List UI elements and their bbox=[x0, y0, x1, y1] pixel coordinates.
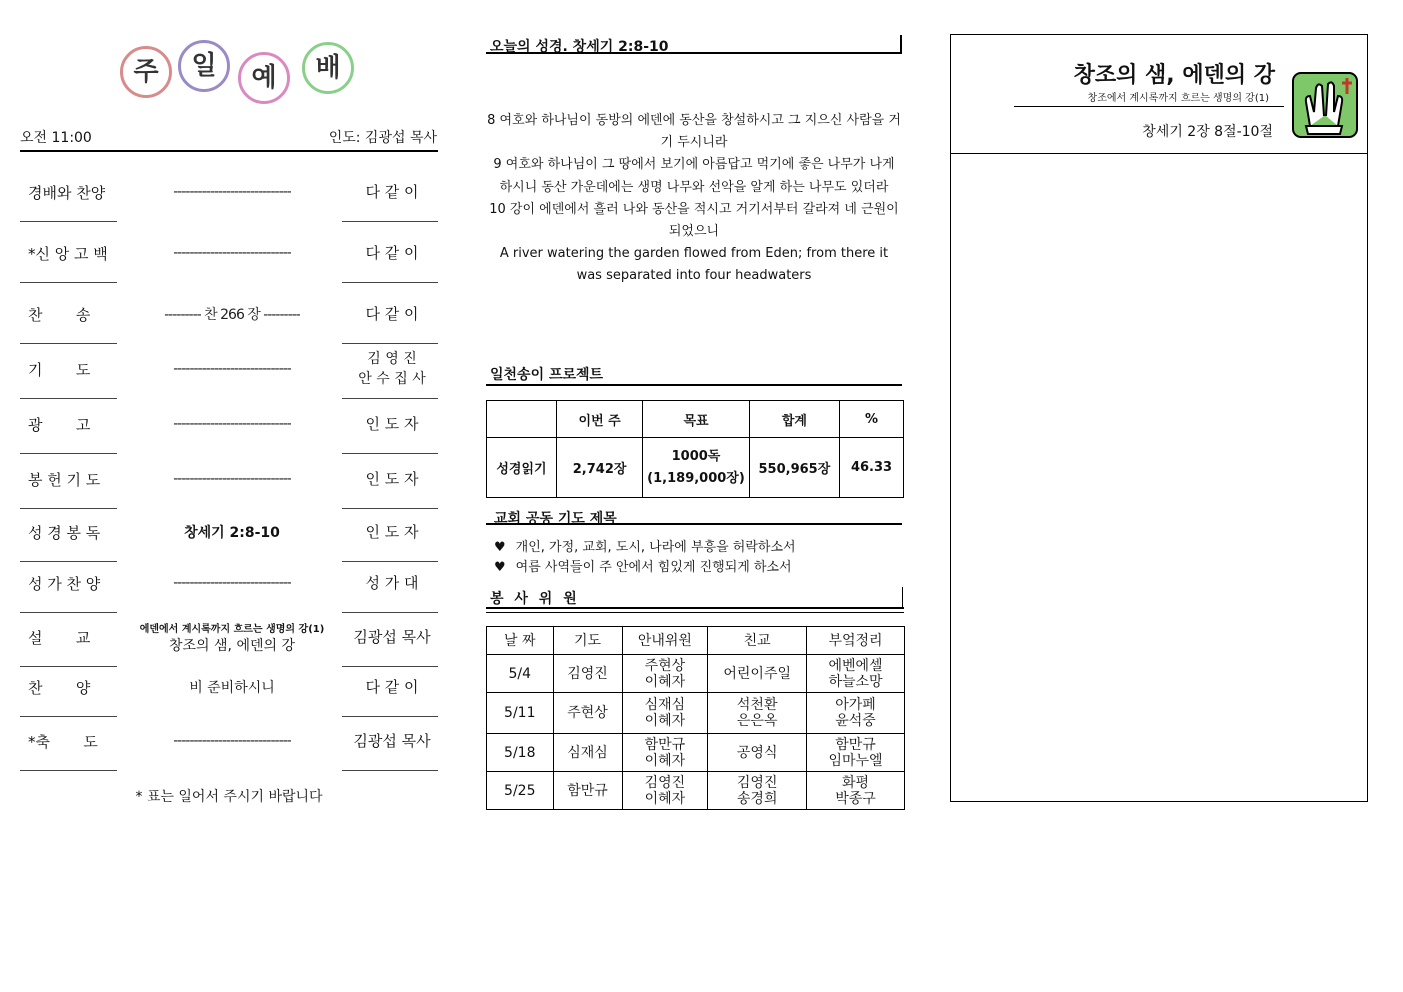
volunteers-row bbox=[487, 734, 905, 772]
order-row bbox=[20, 170, 438, 214]
sermon-series-label: 에덴에서 계시록까지 흐르는 생명의 강(1) bbox=[139, 623, 325, 635]
row-underline bbox=[342, 343, 438, 344]
stand-note: * 표는 일어서 주시기 바랍니다 bbox=[135, 789, 323, 805]
sermon-title-label: 창조의 샘, 에덴의 강 bbox=[169, 637, 295, 654]
project-goal bbox=[643, 438, 750, 498]
order-responsible: 인 도 자 bbox=[365, 415, 419, 433]
volunteers-cell: 주현상 bbox=[553, 693, 622, 734]
order-row bbox=[20, 615, 438, 659]
verse-9: 9 여호와 하나님이 그 땅에서 보기에 아름답고 먹기에 좋은 나무가 나게 하시니 동산 가운데에는 생명 나무와 선악을 알게 하는 나무도 있더라 bbox=[493, 157, 895, 195]
row-underline bbox=[20, 770, 117, 771]
volunteers-cell: 김영진 송경희 bbox=[708, 772, 807, 810]
project-row-label: 성경읽기 bbox=[487, 438, 557, 498]
project-col-blank bbox=[487, 401, 557, 438]
volunteers-row bbox=[487, 655, 905, 693]
order-item: ----------------------------- bbox=[173, 575, 291, 591]
order-responsible: 다 같 이 bbox=[365, 183, 419, 201]
volunteers-cell: 에벤에셀 하늘소망 bbox=[807, 655, 905, 693]
order-row bbox=[20, 665, 438, 709]
volunteers-cell: 아가페 윤석중 bbox=[807, 693, 905, 734]
prayer-item: ♥ 개인, 가정, 교회, 도시, 나라에 부흥을 허락하소서 bbox=[494, 540, 796, 555]
header-divider bbox=[20, 150, 438, 152]
project-goal-line2: (1,189,000장) bbox=[647, 470, 745, 486]
order-item: ----------------------------- bbox=[173, 361, 291, 377]
order-row bbox=[20, 561, 438, 605]
volunteers-cell: 5/4 bbox=[487, 655, 554, 693]
order-item: 창세기 2:8-10 bbox=[184, 525, 280, 541]
sermon-title: 창조의 샘, 에덴의 강 bbox=[1073, 63, 1275, 88]
project-col-goal: 목표 bbox=[643, 401, 750, 438]
sermon-header-divider bbox=[950, 153, 1368, 154]
volunteers-cell: 함만규 임마누엘 bbox=[807, 734, 905, 772]
title-char: 배 bbox=[302, 42, 354, 94]
order-item bbox=[120, 615, 344, 659]
row-underline bbox=[20, 221, 117, 222]
project-total: 550,965장 bbox=[749, 438, 839, 498]
project-table bbox=[486, 400, 904, 498]
volunteers-cell: 함만규 bbox=[553, 772, 622, 810]
reading-divider-tick bbox=[900, 35, 902, 52]
order-item: ----------------------------- bbox=[173, 184, 291, 200]
order-item: --------- 찬 266 장 --------- bbox=[164, 307, 300, 323]
reading-heading: 오늘의 성경. 창세기 2:8-10 bbox=[490, 39, 669, 55]
title-char: 예 bbox=[238, 52, 290, 104]
order-responsible: 성 가 대 bbox=[365, 574, 419, 592]
volunteers-col-header: 안내위원 bbox=[622, 627, 708, 655]
prayer-divider bbox=[486, 523, 902, 525]
worship-time: 오전 11:00 bbox=[20, 130, 92, 146]
order-row bbox=[20, 457, 438, 501]
sermon-series: 창조에서 계시록까지 흐르는 생명의 강(1) bbox=[1087, 93, 1269, 104]
row-underline bbox=[342, 612, 438, 613]
project-heading: 일천송이 프로젝트 bbox=[490, 367, 604, 383]
volunteers-cell: 5/25 bbox=[487, 772, 554, 810]
row-underline bbox=[20, 282, 117, 283]
heart-icon: ♥ bbox=[494, 560, 506, 575]
verse-10: 10 강이 에덴에서 흘러 나와 동산을 적시고 거기서부터 갈라져 네 근원이 되었으니 bbox=[489, 201, 899, 240]
volunteers-cell: 5/11 bbox=[487, 693, 554, 734]
row-underline bbox=[20, 398, 117, 399]
row-underline bbox=[342, 282, 438, 283]
row-underline bbox=[342, 716, 438, 717]
reading-divider bbox=[486, 52, 902, 54]
volunteers-divider-thin bbox=[486, 612, 904, 613]
order-label: 기 도 bbox=[28, 360, 91, 379]
praying-hands-icon bbox=[1292, 72, 1358, 138]
row-underline bbox=[20, 612, 117, 613]
sermon-notes-box bbox=[950, 34, 1368, 802]
volunteers-row bbox=[487, 772, 905, 810]
project-percent: 46.33 bbox=[840, 438, 904, 498]
order-item: ----------------------------- bbox=[173, 416, 291, 432]
project-divider bbox=[486, 384, 902, 386]
row-underline bbox=[342, 398, 438, 399]
order-responsible: 김광섭 목사 bbox=[353, 732, 431, 750]
row-underline bbox=[342, 221, 438, 222]
volunteers-divider-tick bbox=[902, 587, 903, 607]
project-goal-line1: 1000독 bbox=[671, 448, 721, 464]
row-underline bbox=[20, 508, 117, 509]
order-responsible: 다 같 이 bbox=[365, 678, 419, 696]
prayer-item: ♥ 여름 사역들이 주 안에서 힘있게 진행되게 하소서 bbox=[494, 560, 792, 575]
row-underline bbox=[20, 716, 117, 717]
order-item: ----------------------------- bbox=[173, 471, 291, 487]
sermon-reference: 창세기 2장 8절-10절 bbox=[1142, 124, 1273, 140]
volunteers-cell: 5/18 bbox=[487, 734, 554, 772]
project-col-total: 합계 bbox=[749, 401, 839, 438]
worship-leader: 인도: 김광섭 목사 bbox=[328, 130, 437, 146]
order-label: 찬 양 bbox=[28, 678, 91, 697]
order-row bbox=[20, 292, 438, 336]
order-responsible: 다 같 이 bbox=[365, 305, 419, 323]
verse-english: A river watering the garden flowed from Eden; from there it was separated into four headwaters bbox=[499, 246, 889, 284]
volunteers-cell: 공영식 bbox=[708, 734, 807, 772]
row-underline bbox=[20, 453, 117, 454]
volunteers-cell: 화평 박종구 bbox=[807, 772, 905, 810]
prayer-list bbox=[494, 538, 796, 578]
volunteers-cell: 함만규 이혜자 bbox=[622, 734, 708, 772]
order-row bbox=[20, 231, 438, 275]
volunteers-heading: 봉 사 위 원 bbox=[490, 591, 580, 607]
scripture-verses bbox=[486, 110, 902, 288]
row-underline bbox=[342, 508, 438, 509]
project-this-week: 2,742장 bbox=[557, 438, 643, 498]
order-label: 경배와 찬양 bbox=[28, 183, 106, 202]
volunteers-col-header: 기도 bbox=[553, 627, 622, 655]
volunteers-cell: 어린이주일 bbox=[708, 655, 807, 693]
order-label: 봉 헌 기 도 bbox=[28, 470, 101, 489]
volunteers-divider bbox=[486, 607, 904, 609]
sermon-title-rule bbox=[1014, 106, 1284, 107]
volunteers-col-header: 부엌정리 bbox=[807, 627, 905, 655]
order-responsible: 김광섭 목사 bbox=[353, 628, 431, 646]
prayer-heading: 교회 공동 기도 제목 bbox=[494, 511, 617, 527]
volunteers-cell: 심재심 bbox=[553, 734, 622, 772]
order-item: ----------------------------- bbox=[173, 245, 291, 261]
volunteers-col-header: 친교 bbox=[708, 627, 807, 655]
order-label: 찬 송 bbox=[28, 305, 91, 324]
order-label: 광 고 bbox=[28, 415, 91, 434]
row-underline bbox=[342, 453, 438, 454]
worship-title bbox=[110, 38, 360, 108]
order-label: 성 가 찬 양 bbox=[28, 574, 101, 593]
volunteers-col-header: 날 짜 bbox=[487, 627, 554, 655]
order-label: *신 앙 고 백 bbox=[28, 244, 108, 263]
row-underline bbox=[342, 770, 438, 771]
order-item: 비 준비하시니 bbox=[189, 680, 275, 696]
order-item: ----------------------------- bbox=[173, 733, 291, 749]
order-label: 성 경 봉 독 bbox=[28, 523, 101, 542]
order-responsible: 인 도 자 bbox=[365, 523, 419, 541]
project-col-percent: % bbox=[840, 401, 904, 438]
order-row bbox=[20, 510, 438, 554]
volunteers-cell: 주현상 이혜자 bbox=[622, 655, 708, 693]
order-responsible: 다 같 이 bbox=[365, 244, 419, 262]
order-responsible: 김 영 진 안 수 집 사 bbox=[358, 351, 426, 387]
project-col-this-week: 이번 주 bbox=[557, 401, 643, 438]
volunteers-cell: 김영진 bbox=[553, 655, 622, 693]
order-row bbox=[20, 347, 438, 391]
verse-8: 8 여호와 하나님이 동방의 에덴에 동산을 창설하시고 그 지으신 사람을 거기 두시니라 bbox=[487, 113, 901, 151]
volunteers-row bbox=[487, 693, 905, 734]
order-row bbox=[20, 719, 438, 763]
heart-icon: ♥ bbox=[494, 540, 506, 555]
order-label: *축 도 bbox=[28, 732, 98, 751]
title-char: 일 bbox=[178, 40, 230, 92]
order-row bbox=[20, 402, 438, 446]
order-label: 설 교 bbox=[28, 628, 91, 647]
order-responsible: 인 도 자 bbox=[365, 470, 419, 488]
volunteers-cell: 김영진 이혜자 bbox=[622, 772, 708, 810]
row-underline bbox=[20, 343, 117, 344]
title-char: 주 bbox=[120, 46, 172, 98]
volunteers-cell: 심재심 이혜자 bbox=[622, 693, 708, 734]
volunteers-table bbox=[486, 626, 905, 810]
volunteers-cell: 석천환 은은옥 bbox=[708, 693, 807, 734]
